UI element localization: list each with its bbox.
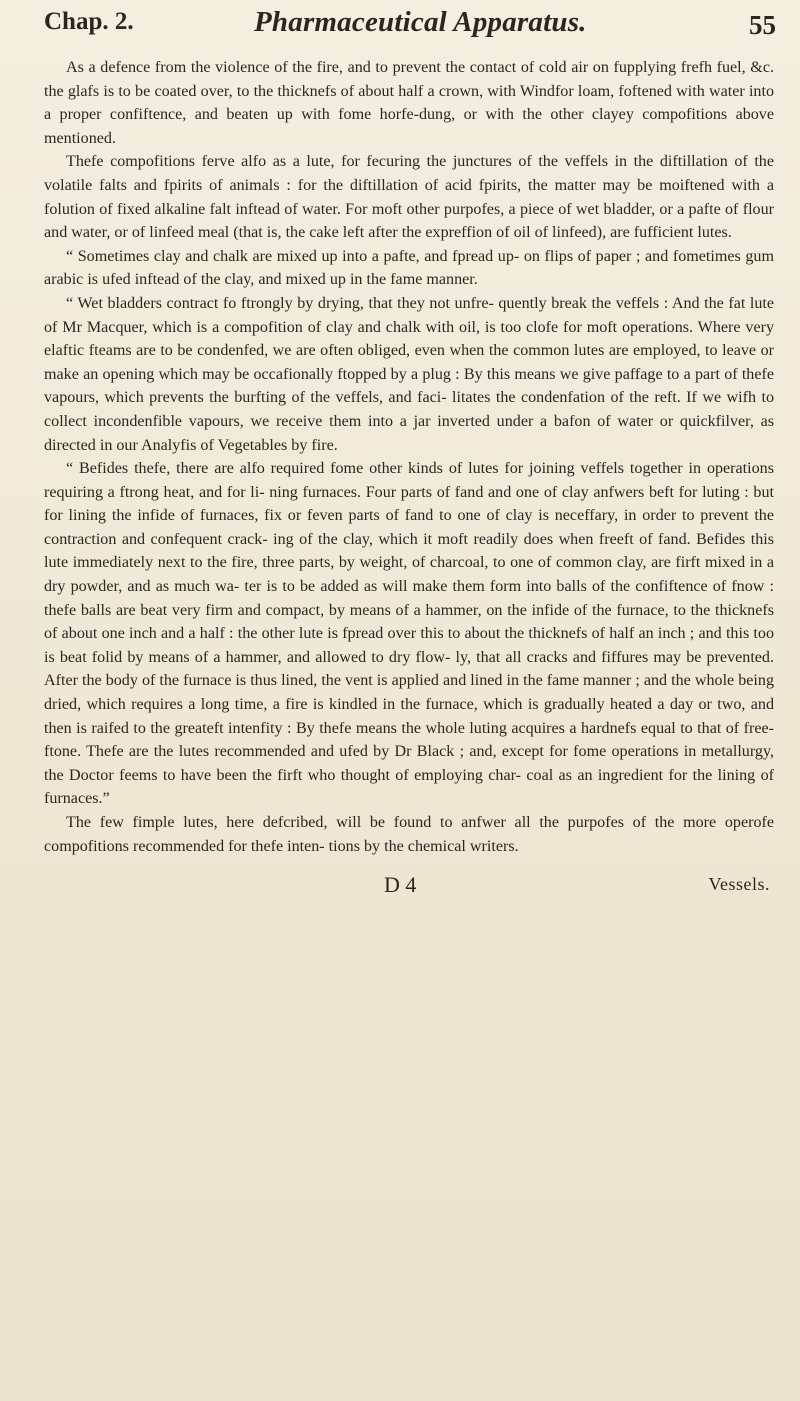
paragraph-1: As a defence from the violence of the fire, and to prevent the contact of cold air on fupplying frefh fuel, &c. the glafs is to be coated over, to the thicknefs of about half a crown, with Windfor loam, foftened with water into a proper confiftence, and beaten up with fome horfe-dung, or with the other clayey compofitions above mentioned.: [44, 59, 774, 147]
chapter-label: Chap. 2.: [44, 8, 134, 35]
page-number: 55: [749, 10, 776, 40]
paragraph-4: “ Wet bladders contract fo ftrongly by drying, that they not unfre- quently break the veffels : And the fat lute of Mr Macquer, which is a compofition of clay and chalk with oil, is too clofe for moft operations. Where very elaftic fteams are to be condenfed, we are often obliged, even when the common lutes are employed, to leave or make an opening which may be occafionally ftopped by a plug : By this means we give paffage to a part of thefe vapours, which prevents the burfting of the veffels, and faci- litates the condenfation of the reft. If we wifh to collect incondenfible vapours, we receive them into a jar inverted under a bafon of water or quickfilver, as directed in our Analyfis of Vegetables by fire.: [44, 294, 774, 454]
paragraph-3: “ Sometimes clay and chalk are mixed up into a pafte, and fpread up- on flips of paper ; and fometimes gum arabic is ufed inftead of the clay, and mixed up in the fame manner.: [44, 247, 774, 289]
paragraph-2: Thefe compofitions ferve alfo as a lute, for fecuring the junctures of the veffels in the diftillation of the volatile falts and fpirits of animals : for the diftillation of acid fpirits, the matter may be moiftened with a folution of fixed alkaline falt inftead of water. For moft other purpofes, a piece of wet bladder, or a pafte of flour and water, or of linfeed meal (that is, the cake left after the expreffion of oil of linfeed), are fufficient lutes.: [44, 153, 774, 242]
paragraph-6: The few fimple lutes, here defcribed, will be found to anfwer all the purpofes of the more operofe compofitions recommended for thefe inten- tions by the chemical writers.: [44, 814, 774, 855]
running-head: [44, 6, 778, 56]
page-footer: [44, 872, 778, 912]
signature-mark: D 4: [384, 872, 417, 898]
running-title: Pharmaceutical Apparatus.: [254, 6, 587, 38]
body-text: [44, 56, 774, 858]
paragraph-5: “ Befides thefe, there are alfo required fome other kinds of lutes for joining veffels together in operations requiring a ftrong heat, and for li- ning furnaces. Four parts of fand and one of clay anfwers beft for luting : but for lining the infide of furnaces, fix or feven parts of fand to one of clay is neceffary, in order to prevent the contraction and confequent crack- ing of the clay, which it moft readily does when freeft of fand. Befides this lute immediately next to the fire, three parts, by weight, of charcoal, to one of common clay, are firft mixed in a dry powder, and as much wa- ter is to be added as will make them form into balls of the confiftence of fnow : thefe balls are beat very firm and compact, by means of a hammer, on the infide of the furnace, to the thicknefs of about one inch and a half : the other lute is fpread over this to about the thicknefs of half an inch ; and this too is beat folid by means of a hammer, and allowed to dry flow- ly, that all cracks and fiffures may be prevented. After the body of the furnace is thus lined, the vent is applied and lined in the fame manner ; and the whole being dried, which requires a long time, a fire is kindled in the furnace, which is gradually heated a day or two, and then is raifed to the greateft intenfity : By thefe means the whole luting acquires a hardnefs equal to that of free-ftone. Thefe are the lutes recommended and ufed by Dr Black ; and, except for fome operations in metallurgy, the Doctor feems to have been the firft who thought of employing char- coal as an ingredient for the lining of furnaces.”: [44, 460, 774, 808]
catchword: Vessels.: [708, 874, 770, 895]
